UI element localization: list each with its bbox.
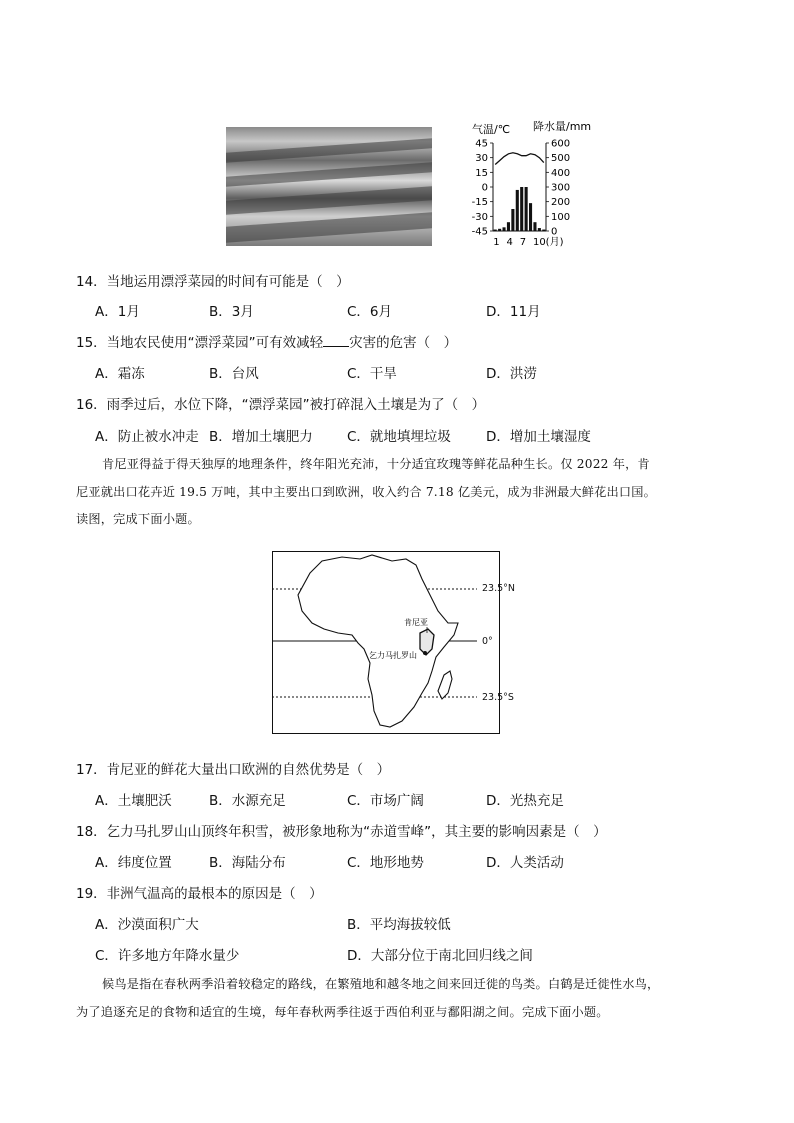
label-kilimanjaro: 乞力马扎罗山: [369, 651, 417, 660]
q16-option-a[interactable]: A．防止被水冲走: [95, 429, 199, 445]
precip-tick-label: 400: [551, 167, 571, 179]
passage-kenya-line-3: 读图，完成下面小题。: [76, 512, 200, 526]
q16-option-b[interactable]: B．增加土壤肥力: [209, 429, 313, 445]
q16-option-c[interactable]: C．就地填埋垃圾: [347, 429, 451, 445]
precip-bar: [507, 222, 510, 231]
x-tick-label: 1: [493, 237, 500, 248]
q18-option-d[interactable]: D．人类活动: [486, 855, 564, 871]
floating-garden-photo: [226, 127, 432, 246]
precip-axis-title: 降水量/mm: [533, 120, 592, 133]
q15-option-d[interactable]: D．洪涝: [486, 366, 537, 382]
q19-option-a[interactable]: A．沙漠面积广大: [95, 917, 199, 933]
q15-option-b[interactable]: B．台风: [209, 366, 259, 382]
temp-tick-label: -45: [471, 226, 488, 238]
question-15: [76, 331, 457, 351]
africa-map: [272, 551, 500, 734]
answer-blank: [323, 334, 349, 347]
precip-bar: [511, 209, 514, 231]
q17-option-d[interactable]: D．光热充足: [486, 793, 564, 809]
label-23-5-n: 23.5°N: [482, 583, 516, 594]
temp-tick-label: 45: [475, 138, 488, 150]
passage-kenya-line-1: 肯尼亚得益于得天独厚的地理条件，终年阳光充沛，十分适宜玫瑰等鲜花品种生长。仅 2022 年，肯: [102, 457, 650, 471]
precip-bar: [516, 190, 519, 231]
q18-option-b[interactable]: B．海陆分布: [209, 855, 286, 871]
precip-bar: [529, 203, 532, 231]
x-tick-label: 10(月): [532, 237, 564, 248]
temp-tick-label: 0: [481, 182, 488, 194]
q17-option-c[interactable]: C．市场广阔: [347, 793, 424, 809]
precip-tick-label: 600: [551, 138, 571, 150]
precip-bar: [498, 229, 501, 231]
question-16: 16．雨季过后，水位下降，“漂浮菜园”被打碎混入土壤是为了（ ）: [76, 397, 486, 413]
q15-stem-end: 灾害的危害（ ）: [349, 335, 458, 351]
temp-tick-label: -15: [471, 197, 488, 209]
temp-tick-label: 15: [475, 167, 488, 179]
q14-option-a[interactable]: A．1月: [95, 304, 140, 320]
temp-tick-label: 30: [475, 153, 488, 165]
q18-option-a[interactable]: A．纬度位置: [95, 855, 172, 871]
precip-tick-label: 0: [551, 226, 558, 238]
precip-bar: [520, 187, 523, 231]
q19-option-b[interactable]: B．平均海拔较低: [347, 917, 451, 933]
q19-option-c[interactable]: C．许多地方年降水量少: [95, 948, 240, 964]
label-23-5-s: 23.5°S: [482, 692, 514, 703]
label-kenya: 肯尼亚: [404, 618, 428, 627]
q14-option-d[interactable]: D．11月: [486, 304, 541, 320]
x-tick-label: 7: [519, 237, 527, 248]
q15-option-a[interactable]: A．霜冻: [95, 366, 145, 382]
q19-option-d[interactable]: D．大部分位于南北回归线之间: [347, 948, 533, 964]
precip-tick-label: 100: [551, 211, 571, 223]
passage-kenya: [76, 451, 722, 534]
q18-option-c[interactable]: C．地形地势: [347, 855, 424, 871]
q15-option-c[interactable]: C．干旱: [347, 366, 397, 382]
precip-tick-label: 300: [551, 182, 571, 194]
question-18: 18．乞力马扎罗山山顶终年积雪，被形象地称为“赤道雪峰”，其主要的影响因素是（ ）: [76, 824, 607, 840]
q15-stem-start: 15．当地农民使用“漂浮菜园”可有效减轻: [76, 335, 324, 351]
precip-bar: [533, 222, 536, 231]
question-14: 14．当地运用漂浮菜园的时间有可能是（ ）: [76, 274, 350, 290]
passage-kenya-line-2: 尼亚就出口花卉近 19.5 万吨，其中主要出口到欧洲，收入约合 7.18 亿美元，成为非洲最大鲜花出口国。: [76, 484, 657, 499]
temperature-curve: [495, 153, 544, 165]
precip-bar: [542, 230, 545, 231]
climate-chart: [458, 118, 598, 250]
precip-bar: [538, 228, 541, 231]
precip-tick-label: 500: [551, 153, 571, 165]
x-tick-label: 4: [506, 237, 513, 248]
q14-option-c[interactable]: C．6月: [347, 304, 393, 320]
question-17: 17．肯尼亚的鲜花大量出口欧洲的自然优势是（ ）: [76, 762, 391, 778]
temp-axis-title: 气温/℃: [472, 123, 511, 136]
q17-option-b[interactable]: B．水源充足: [209, 793, 286, 809]
precip-bar: [494, 230, 497, 231]
question-19: 19．非洲气温高的最根本的原因是（ ）: [76, 886, 323, 902]
precip-tick-label: 200: [551, 197, 571, 209]
label-equator: 0°: [482, 636, 493, 647]
precip-bar: [525, 187, 528, 231]
q14-option-b[interactable]: B．3月: [209, 304, 254, 320]
passage-birds-line-2: 为了追逐充足的食物和适宜的生境，每年春秋两季往返于西伯利亚与鄱阳湖之间。完成下面小题。: [76, 1004, 609, 1019]
passage-birds: [76, 971, 722, 1026]
q17-option-a[interactable]: A．土壤肥沃: [95, 793, 172, 809]
temp-tick-label: -30: [471, 211, 488, 223]
kilimanjaro-marker: [423, 651, 427, 655]
q16-option-d[interactable]: D．增加土壤湿度: [486, 429, 591, 445]
precip-bar: [502, 227, 505, 231]
passage-birds-line-1: 候鸟是指在春秋两季沿着较稳定的路线，在繁殖地和越冬地之间来回迁徙的鸟类。白鹤是迁徙性水鸟，: [102, 977, 660, 991]
